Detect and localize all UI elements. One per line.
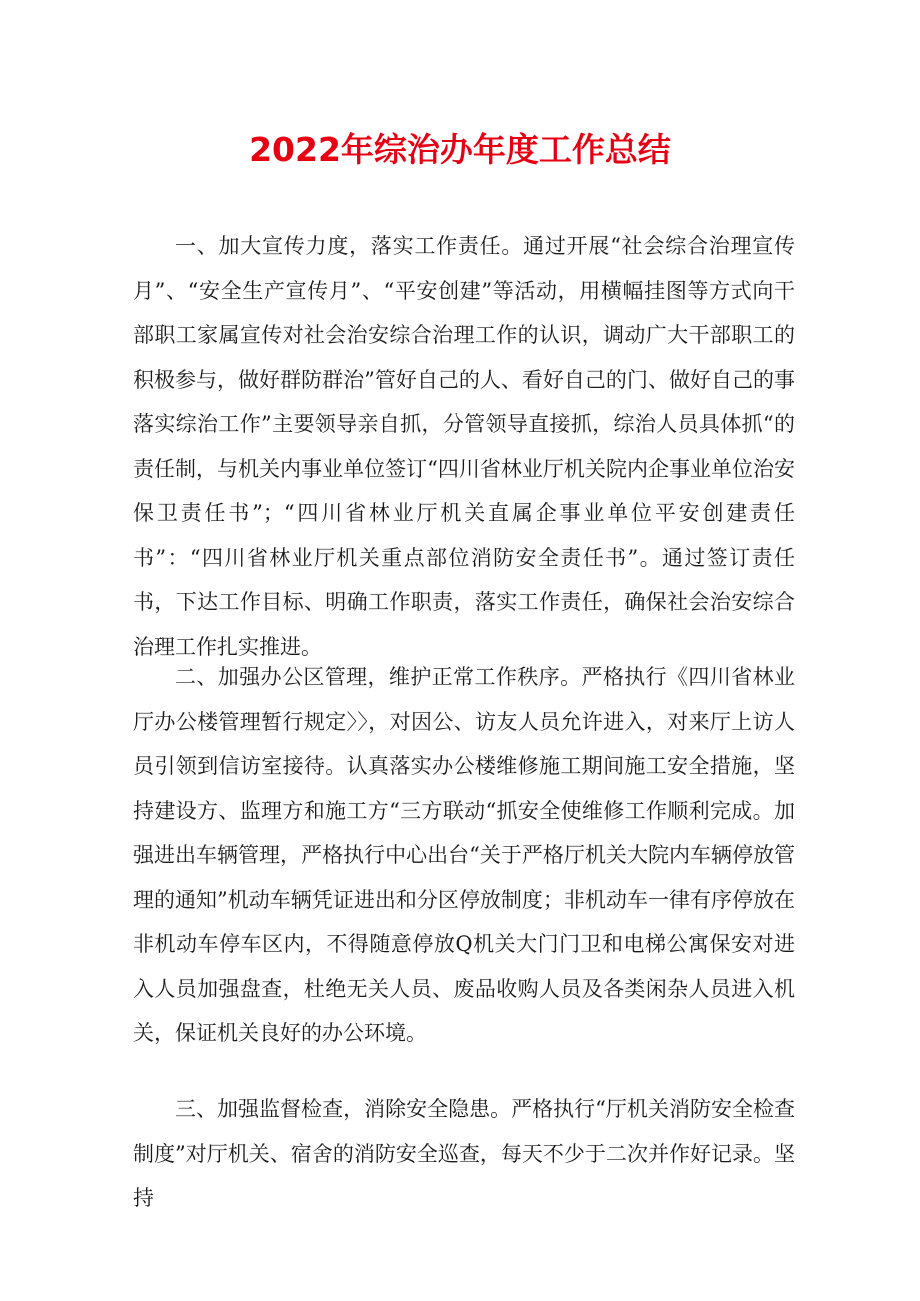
paragraph-publicity: 一、加大宣传力度，落实工作责任。通过开展“社会综合治理宣传月”、“安全生产宣传月”、“平安创建”等活动，用横幅挂图等方式向干部职工家属宣传对社会治安综合治理工作的认识，调动广大干部职工的积极参与，做好群防群治”管好自己的人、看好自己的门、做好自己的事落实综治工作”主要领导亲自抓，分管领导直接抓，综治人员具体抓“的责任制，与机关内事业单位签订“四川省林业厅机关院内企事业单位治安保卫责任书”；“四川省林业厅机关直属企事业单位平安创建责任书”：“四川省林业厅机关重点部位消防安全责任书”。通过签订责任书，下达工作目标、明确工作职责，落实工作责任，确保社会治安综合治理工作扎实推进。: [133, 234, 795, 659]
paragraph-inspection: 三、加强监督检查，消除安全隐患。严格执行“厅机关消防安全检查制度”对厅机关、宿舍的消防安全巡查，每天不少于二次并作好记录。坚持: [133, 1097, 795, 1210]
document-title: 2022年综治办年度工作总结: [249, 130, 671, 169]
paragraph-office-management: 二、加强办公区管理，维护正常工作秩序。严格执行《四川省林业厅办公楼管理暂行规定〉〉，对因公、访友人员允许进入，对来厅上访人员引领到信访室接待。认真落实办公楼维修施工期间施工安全措施，坚持建设方、监理方和施工方“三方联动“抓安全使维修工作顺利完成。加强进出车辆管理，严格执行中心出台“关于严格厅机关大院内车辆停放管理的通知”机动车辆凭证进出和分区停放制度；非机动车一律有序停放在非机动车停车区内，不得随意停放Q机关大门门卫和电梯公寓保安对进入人员加强盘查，杜绝无关人员、废品收购人员及各类闲杂人员进入机关，保证机关良好的办公环境。: [133, 665, 795, 1045]
